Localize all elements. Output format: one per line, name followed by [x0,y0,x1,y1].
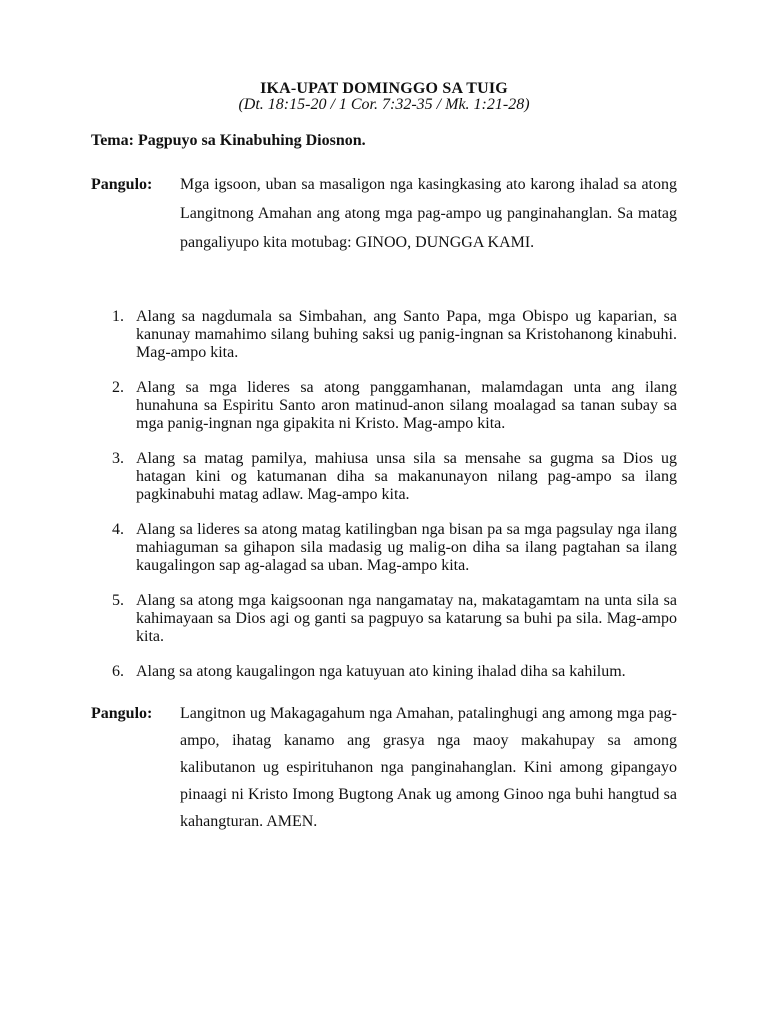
item-text: Alang sa matag pamilya, mahiusa unsa sila sa mensahe sa gugma sa Dios ug hatagan kini og katumanan diha sa makanunayon nilang pag-ampo sa ilang pagkinabuhi matag adlaw. Mag-ampo kita. [136,450,677,503]
item-number: 1. [112,308,124,325]
list-item [91,663,677,681]
item-text: Alang sa atong mga kaigsoonan nga nangamatay na, makatagamtam na unta sila sa kahimayaan sa Dios agi og ganti sa pagpuyo sa katarung sa buhi pa sila. Mag-ampo kita. [136,592,677,645]
closing-text: Langitnon ug Makagagahum nga Amahan, patalinghugi ang among mga pag-ampo, ihatag kanamo ang grasya nga maoy makahupay sa among kalibutanon ug espirituhanon nga panginahanglan. Kini among gipangayo pinaagi ni Kristo Imong Bugtong Anak ug among Ginoo nga buhi hangtud sa kahangturan. AMEN. [180,705,677,830]
closing-label: Pangulo: [91,705,153,722]
list-item [91,450,677,504]
item-text: Alang sa mga lideres sa atong panggamhanan, malamdagan unta ang ilang hunahuna sa Espiritu Santo aron matinud-anon silang moalagad sa tanan subay sa mga panig-ingnan nga gipakita ni Kristo. Mag-ampo kita. [136,379,677,432]
item-number: 6. [112,663,124,680]
intro-text: Mga igsoon, uban sa masaligon nga kasingkasing ato karong ihalad sa atong Langitnong Amahan ang atong mga pag-ampo ug panginahanglan. Sa matag pangaliyupo kita motubag: GINOO, DUNGGA KAMI. [180,176,677,251]
list-item [91,308,677,362]
item-number: 4. [112,521,124,538]
list-item [91,379,677,433]
intro-label: Pangulo: [91,176,153,193]
theme-heading: Tema: Pagpuyo sa Kinabuhing Diosnon. [91,132,366,149]
item-number: 5. [112,592,124,609]
list-item [91,592,677,646]
item-text: Alang sa lideres sa atong matag katilingban nga bisan pa sa mga pagsulay nga ilang mahiaguman sa gihapon sila madasig ug malig-on diha sa ilang pagtahan sa ilang kaugalingon sap ag-alagad sa uban. Mag-ampo kita. [136,521,677,574]
petitions-list [91,308,677,698]
closing-section [91,704,677,834]
intro-section [91,175,677,275]
item-number: 3. [112,450,124,467]
item-number: 2. [112,379,124,396]
list-item [91,521,677,575]
document-title: IKA-UPAT DOMINGGO SA TUIG [260,80,508,97]
item-text: Alang sa atong kaugalingon nga katuyuan ato kining ihalad diha sa kahilum. [136,663,626,680]
item-text: Alang sa nagdumala sa Simbahan, ang Santo Papa, mga Obispo ug kaparian, sa kanunay mamahimo silang buhing saksi ug panig-ingnan sa Kristohanong kinabuhi. Mag-ampo kita. [136,308,677,361]
readings-reference: (Dt. 18:15-20 / 1 Cor. 7:32-35 / Mk. 1:21-28) [238,96,530,113]
